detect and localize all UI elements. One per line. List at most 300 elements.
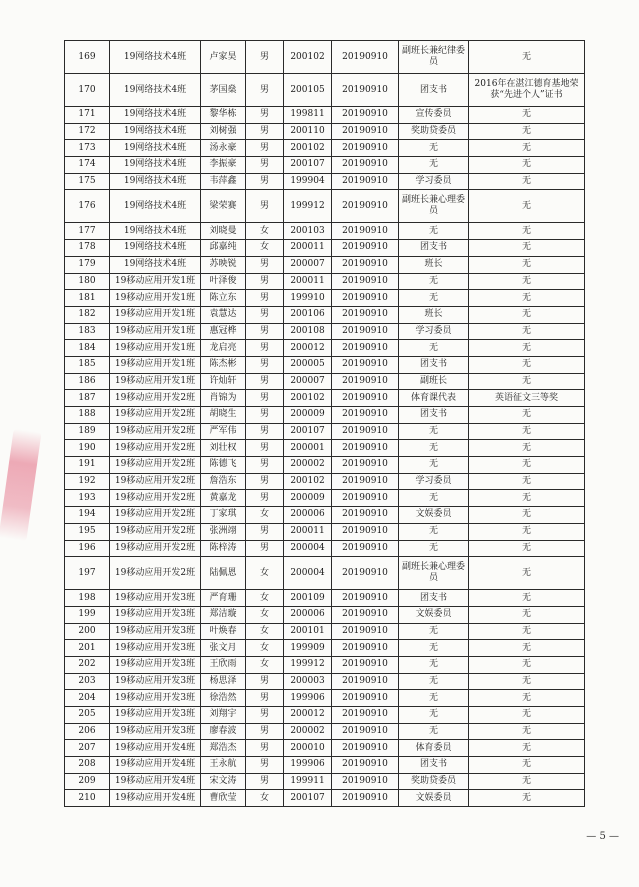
- table-row: [65, 423, 585, 440]
- position-cell: 奖助贷委员: [399, 773, 469, 790]
- table-row: [65, 740, 585, 757]
- enrollment-date-cell: 20190910: [332, 590, 399, 607]
- award-cell: 无: [469, 523, 585, 540]
- position-cell: 体育委员: [399, 740, 469, 757]
- award-cell: 无: [469, 323, 585, 340]
- birth-date-cell: 199912: [284, 656, 332, 673]
- row-number-cell: 177: [65, 223, 110, 240]
- gender-cell: 女: [246, 240, 284, 257]
- row-number-cell: 181: [65, 290, 110, 307]
- table-row: [65, 507, 585, 524]
- name-cell: 廖春波: [201, 723, 246, 740]
- position-cell: 文娱委员: [399, 606, 469, 623]
- award-cell: 无: [469, 290, 585, 307]
- name-cell: 刘晓曼: [201, 223, 246, 240]
- table-row: [65, 74, 585, 107]
- class-cell: 19网络技术4班: [110, 140, 201, 157]
- enrollment-date-cell: 20190910: [332, 623, 399, 640]
- birth-date-cell: 200011: [284, 523, 332, 540]
- award-cell: 无: [469, 656, 585, 673]
- position-cell: 无: [399, 340, 469, 357]
- gender-cell: 男: [246, 407, 284, 424]
- position-cell: 无: [399, 273, 469, 290]
- name-cell: 刘翔宇: [201, 707, 246, 724]
- enrollment-date-cell: 20190910: [332, 557, 399, 590]
- position-cell: 无: [399, 457, 469, 474]
- birth-date-cell: 200011: [284, 240, 332, 257]
- birth-date-cell: 200004: [284, 557, 332, 590]
- gender-cell: 男: [246, 690, 284, 707]
- class-cell: 19移动应用开发1班: [110, 340, 201, 357]
- table-row: [65, 290, 585, 307]
- position-cell: 无: [399, 673, 469, 690]
- name-cell: 丁家琪: [201, 507, 246, 524]
- class-cell: 19移动应用开发3班: [110, 707, 201, 724]
- name-cell: 郑洁璇: [201, 606, 246, 623]
- enrollment-date-cell: 20190910: [332, 457, 399, 474]
- birth-date-cell: 200012: [284, 340, 332, 357]
- name-cell: 陈梓涛: [201, 540, 246, 557]
- award-cell: 无: [469, 606, 585, 623]
- birth-date-cell: 200007: [284, 256, 332, 273]
- award-cell: 无: [469, 557, 585, 590]
- position-cell: 团支书: [399, 356, 469, 373]
- gender-cell: 男: [246, 173, 284, 190]
- position-cell: 学习委员: [399, 323, 469, 340]
- position-cell: 班长: [399, 306, 469, 323]
- birth-date-cell: 200003: [284, 673, 332, 690]
- table-row: [65, 606, 585, 623]
- gender-cell: 男: [246, 773, 284, 790]
- enrollment-date-cell: 20190910: [332, 157, 399, 174]
- row-number-cell: 198: [65, 590, 110, 607]
- award-cell: 无: [469, 790, 585, 807]
- table-row: [65, 523, 585, 540]
- table-row: [65, 356, 585, 373]
- position-cell: 无: [399, 623, 469, 640]
- award-cell: 无: [469, 240, 585, 257]
- name-cell: 卢家昊: [201, 41, 246, 74]
- class-cell: 19移动应用开发3班: [110, 590, 201, 607]
- row-number-cell: 203: [65, 673, 110, 690]
- position-cell: 无: [399, 690, 469, 707]
- gender-cell: 女: [246, 507, 284, 524]
- class-cell: 19移动应用开发2班: [110, 557, 201, 590]
- enrollment-date-cell: 20190910: [332, 523, 399, 540]
- position-cell: 无: [399, 723, 469, 740]
- enrollment-date-cell: 20190910: [332, 423, 399, 440]
- gender-cell: 男: [246, 41, 284, 74]
- class-cell: 19移动应用开发1班: [110, 273, 201, 290]
- position-cell: 无: [399, 223, 469, 240]
- table-row: [65, 140, 585, 157]
- table-row: [65, 557, 585, 590]
- row-number-cell: 199: [65, 606, 110, 623]
- class-cell: 19移动应用开发3班: [110, 690, 201, 707]
- row-number-cell: 187: [65, 390, 110, 407]
- gender-cell: 女: [246, 790, 284, 807]
- name-cell: 曹欣莹: [201, 790, 246, 807]
- award-cell: 无: [469, 723, 585, 740]
- enrollment-date-cell: 20190910: [332, 723, 399, 740]
- position-cell: 班长: [399, 256, 469, 273]
- award-cell: 无: [469, 157, 585, 174]
- award-cell: 英语征文三等奖: [469, 390, 585, 407]
- position-cell: 宣传委员: [399, 107, 469, 124]
- birth-date-cell: 200102: [284, 41, 332, 74]
- name-cell: 严育珊: [201, 590, 246, 607]
- table-row: [65, 273, 585, 290]
- name-cell: 梁荣赛: [201, 190, 246, 223]
- name-cell: 宋文涛: [201, 773, 246, 790]
- award-cell: 无: [469, 373, 585, 390]
- row-number-cell: 186: [65, 373, 110, 390]
- row-number-cell: 185: [65, 356, 110, 373]
- table-row: [65, 123, 585, 140]
- birth-date-cell: 199911: [284, 773, 332, 790]
- award-cell: 无: [469, 440, 585, 457]
- position-cell: 学习委员: [399, 473, 469, 490]
- name-cell: 陈杰彬: [201, 356, 246, 373]
- position-cell: 无: [399, 157, 469, 174]
- award-cell: 无: [469, 306, 585, 323]
- gender-cell: 男: [246, 707, 284, 724]
- name-cell: 张洲翊: [201, 523, 246, 540]
- birth-date-cell: 199910: [284, 290, 332, 307]
- award-cell: 无: [469, 507, 585, 524]
- award-cell: 无: [469, 740, 585, 757]
- table-row: [65, 440, 585, 457]
- class-cell: 19移动应用开发3班: [110, 606, 201, 623]
- position-cell: 副班长兼心理委员: [399, 190, 469, 223]
- position-cell: 无: [399, 640, 469, 657]
- table-row: [65, 640, 585, 657]
- position-cell: 奖助贷委员: [399, 123, 469, 140]
- birth-date-cell: 199909: [284, 640, 332, 657]
- birth-date-cell: 200101: [284, 623, 332, 640]
- class-cell: 19移动应用开发3班: [110, 673, 201, 690]
- position-cell: 无: [399, 140, 469, 157]
- birth-date-cell: 200009: [284, 490, 332, 507]
- gender-cell: 男: [246, 673, 284, 690]
- table-row: [65, 673, 585, 690]
- class-cell: 19移动应用开发4班: [110, 757, 201, 774]
- name-cell: 许灿轩: [201, 373, 246, 390]
- award-cell: 无: [469, 473, 585, 490]
- row-number-cell: 206: [65, 723, 110, 740]
- gender-cell: 女: [246, 590, 284, 607]
- gender-cell: 男: [246, 190, 284, 223]
- award-cell: 无: [469, 107, 585, 124]
- position-cell: 团支书: [399, 590, 469, 607]
- gender-cell: 男: [246, 157, 284, 174]
- name-cell: 叶泽俊: [201, 273, 246, 290]
- enrollment-date-cell: 20190910: [332, 173, 399, 190]
- birth-date-cell: 200012: [284, 707, 332, 724]
- enrollment-date-cell: 20190910: [332, 507, 399, 524]
- row-number-cell: 209: [65, 773, 110, 790]
- name-cell: 韦萍鑫: [201, 173, 246, 190]
- position-cell: 无: [399, 440, 469, 457]
- table-row: [65, 656, 585, 673]
- enrollment-date-cell: 20190910: [332, 140, 399, 157]
- name-cell: 苏映锐: [201, 256, 246, 273]
- class-cell: 19网络技术4班: [110, 41, 201, 74]
- class-cell: 19移动应用开发2班: [110, 490, 201, 507]
- gender-cell: 男: [246, 540, 284, 557]
- enrollment-date-cell: 20190910: [332, 640, 399, 657]
- name-cell: 黄嘉龙: [201, 490, 246, 507]
- name-cell: 肖锦为: [201, 390, 246, 407]
- name-cell: 詹浩东: [201, 473, 246, 490]
- position-cell: 团支书: [399, 407, 469, 424]
- gender-cell: 男: [246, 340, 284, 357]
- position-cell: 无: [399, 540, 469, 557]
- enrollment-date-cell: 20190910: [332, 540, 399, 557]
- row-number-cell: 180: [65, 273, 110, 290]
- enrollment-date-cell: 20190910: [332, 407, 399, 424]
- row-number-cell: 201: [65, 640, 110, 657]
- award-cell: 无: [469, 773, 585, 790]
- gender-cell: 女: [246, 557, 284, 590]
- class-cell: 19移动应用开发1班: [110, 323, 201, 340]
- birth-date-cell: 200108: [284, 323, 332, 340]
- name-cell: 陆佩恩: [201, 557, 246, 590]
- award-cell: 无: [469, 690, 585, 707]
- position-cell: 副班长: [399, 373, 469, 390]
- class-cell: 19网络技术4班: [110, 123, 201, 140]
- birth-date-cell: 199912: [284, 190, 332, 223]
- enrollment-date-cell: 20190910: [332, 356, 399, 373]
- award-cell: 2016年在湛江德育基地荣获“先进个人”证书: [469, 74, 585, 107]
- name-cell: 惠冠桦: [201, 323, 246, 340]
- position-cell: 团支书: [399, 74, 469, 107]
- name-cell: 陈德飞: [201, 457, 246, 474]
- enrollment-date-cell: 20190910: [332, 656, 399, 673]
- enrollment-date-cell: 20190910: [332, 323, 399, 340]
- table-row: [65, 757, 585, 774]
- row-number-cell: 191: [65, 457, 110, 474]
- name-cell: 刘树强: [201, 123, 246, 140]
- enrollment-date-cell: 20190910: [332, 190, 399, 223]
- award-cell: 无: [469, 407, 585, 424]
- name-cell: 杨思泽: [201, 673, 246, 690]
- birth-date-cell: 199904: [284, 173, 332, 190]
- enrollment-date-cell: 20190910: [332, 41, 399, 74]
- gender-cell: 女: [246, 623, 284, 640]
- gender-cell: 男: [246, 723, 284, 740]
- gender-cell: 男: [246, 123, 284, 140]
- row-number-cell: 188: [65, 407, 110, 424]
- row-number-cell: 172: [65, 123, 110, 140]
- name-cell: 郑浩杰: [201, 740, 246, 757]
- name-cell: 陈立东: [201, 290, 246, 307]
- position-cell: 无: [399, 490, 469, 507]
- gender-cell: 女: [246, 606, 284, 623]
- class-cell: 19移动应用开发2班: [110, 507, 201, 524]
- name-cell: 汤永豪: [201, 140, 246, 157]
- award-cell: 无: [469, 673, 585, 690]
- class-cell: 19网络技术4班: [110, 107, 201, 124]
- gender-cell: 男: [246, 306, 284, 323]
- class-cell: 19移动应用开发2班: [110, 540, 201, 557]
- class-cell: 19移动应用开发2班: [110, 473, 201, 490]
- table-row: [65, 373, 585, 390]
- position-cell: 文娱委员: [399, 790, 469, 807]
- birth-date-cell: 200109: [284, 590, 332, 607]
- row-number-cell: 202: [65, 656, 110, 673]
- birth-date-cell: 200107: [284, 423, 332, 440]
- enrollment-date-cell: 20190910: [332, 690, 399, 707]
- position-cell: 无: [399, 290, 469, 307]
- table-row: [65, 157, 585, 174]
- table-row: [65, 306, 585, 323]
- birth-date-cell: 200103: [284, 223, 332, 240]
- enrollment-date-cell: 20190910: [332, 390, 399, 407]
- table-row: [65, 340, 585, 357]
- birth-date-cell: 200004: [284, 540, 332, 557]
- birth-date-cell: 200102: [284, 473, 332, 490]
- birth-date-cell: 200107: [284, 157, 332, 174]
- row-number-cell: 193: [65, 490, 110, 507]
- enrollment-date-cell: 20190910: [332, 673, 399, 690]
- row-number-cell: 189: [65, 423, 110, 440]
- enrollment-date-cell: 20190910: [332, 473, 399, 490]
- enrollment-date-cell: 20190910: [332, 707, 399, 724]
- class-cell: 19移动应用开发3班: [110, 640, 201, 657]
- red-seal-stamp: [0, 429, 42, 542]
- class-cell: 19移动应用开发2班: [110, 457, 201, 474]
- award-cell: 无: [469, 190, 585, 223]
- row-number-cell: 182: [65, 306, 110, 323]
- name-cell: 茅国燊: [201, 74, 246, 107]
- birth-date-cell: 200005: [284, 356, 332, 373]
- row-number-cell: 194: [65, 507, 110, 524]
- name-cell: 王永航: [201, 757, 246, 774]
- award-cell: 无: [469, 273, 585, 290]
- enrollment-date-cell: 20190910: [332, 790, 399, 807]
- position-cell: 副班长兼纪律委员: [399, 41, 469, 74]
- table-row: [65, 773, 585, 790]
- position-cell: 无: [399, 523, 469, 540]
- name-cell: 刘壮权: [201, 440, 246, 457]
- table-row: [65, 190, 585, 223]
- gender-cell: 男: [246, 273, 284, 290]
- name-cell: 袁慧达: [201, 306, 246, 323]
- row-number-cell: 210: [65, 790, 110, 807]
- position-cell: 体育课代表: [399, 390, 469, 407]
- birth-date-cell: 200006: [284, 507, 332, 524]
- enrollment-date-cell: 20190910: [332, 773, 399, 790]
- birth-date-cell: 200001: [284, 440, 332, 457]
- gender-cell: 男: [246, 423, 284, 440]
- row-number-cell: 195: [65, 523, 110, 540]
- gender-cell: 男: [246, 457, 284, 474]
- award-cell: 无: [469, 757, 585, 774]
- page-number: — 5 —: [586, 831, 619, 842]
- award-cell: 无: [469, 140, 585, 157]
- row-number-cell: 173: [65, 140, 110, 157]
- row-number-cell: 200: [65, 623, 110, 640]
- gender-cell: 男: [246, 740, 284, 757]
- birth-date-cell: 199811: [284, 107, 332, 124]
- position-cell: 无: [399, 656, 469, 673]
- birth-date-cell: 200107: [284, 790, 332, 807]
- birth-date-cell: 200106: [284, 306, 332, 323]
- table-row: [65, 790, 585, 807]
- award-cell: 无: [469, 540, 585, 557]
- name-cell: 邱嘉纯: [201, 240, 246, 257]
- table-row: [65, 323, 585, 340]
- award-cell: 无: [469, 356, 585, 373]
- gender-cell: 男: [246, 290, 284, 307]
- enrollment-date-cell: 20190910: [332, 240, 399, 257]
- position-cell: 无: [399, 423, 469, 440]
- position-cell: 团支书: [399, 757, 469, 774]
- row-number-cell: 197: [65, 557, 110, 590]
- position-cell: 团支书: [399, 240, 469, 257]
- award-cell: 无: [469, 457, 585, 474]
- row-number-cell: 192: [65, 473, 110, 490]
- class-cell: 19移动应用开发4班: [110, 773, 201, 790]
- award-cell: 无: [469, 123, 585, 140]
- class-cell: 19网络技术4班: [110, 74, 201, 107]
- enrollment-date-cell: 20190910: [332, 306, 399, 323]
- row-number-cell: 184: [65, 340, 110, 357]
- row-number-cell: 207: [65, 740, 110, 757]
- class-cell: 19移动应用开发1班: [110, 373, 201, 390]
- table-row: [65, 256, 585, 273]
- birth-date-cell: 200009: [284, 407, 332, 424]
- birth-date-cell: 200007: [284, 373, 332, 390]
- class-cell: 19移动应用开发3班: [110, 623, 201, 640]
- position-cell: 文娱委员: [399, 507, 469, 524]
- table-row: [65, 623, 585, 640]
- name-cell: 严军伟: [201, 423, 246, 440]
- gender-cell: 男: [246, 256, 284, 273]
- gender-cell: 男: [246, 523, 284, 540]
- table-row: [65, 173, 585, 190]
- award-cell: 无: [469, 590, 585, 607]
- class-cell: 19网络技术4班: [110, 157, 201, 174]
- gender-cell: 男: [246, 323, 284, 340]
- class-cell: 19网络技术4班: [110, 173, 201, 190]
- class-cell: 19网络技术4班: [110, 240, 201, 257]
- table-row: [65, 723, 585, 740]
- class-cell: 19移动应用开发2班: [110, 407, 201, 424]
- table-row: [65, 407, 585, 424]
- table-row: [65, 490, 585, 507]
- enrollment-date-cell: 20190910: [332, 757, 399, 774]
- row-number-cell: 170: [65, 74, 110, 107]
- award-cell: 无: [469, 41, 585, 74]
- row-number-cell: 183: [65, 323, 110, 340]
- award-cell: 无: [469, 223, 585, 240]
- enrollment-date-cell: 20190910: [332, 606, 399, 623]
- enrollment-date-cell: 20190910: [332, 273, 399, 290]
- birth-date-cell: 199906: [284, 690, 332, 707]
- class-cell: 19移动应用开发3班: [110, 723, 201, 740]
- award-cell: 无: [469, 256, 585, 273]
- gender-cell: 男: [246, 440, 284, 457]
- enrollment-date-cell: 20190910: [332, 256, 399, 273]
- award-cell: 无: [469, 340, 585, 357]
- position-cell: 副班长兼心理委员: [399, 557, 469, 590]
- enrollment-date-cell: 20190910: [332, 440, 399, 457]
- table-row: [65, 390, 585, 407]
- row-number-cell: 204: [65, 690, 110, 707]
- gender-cell: 男: [246, 757, 284, 774]
